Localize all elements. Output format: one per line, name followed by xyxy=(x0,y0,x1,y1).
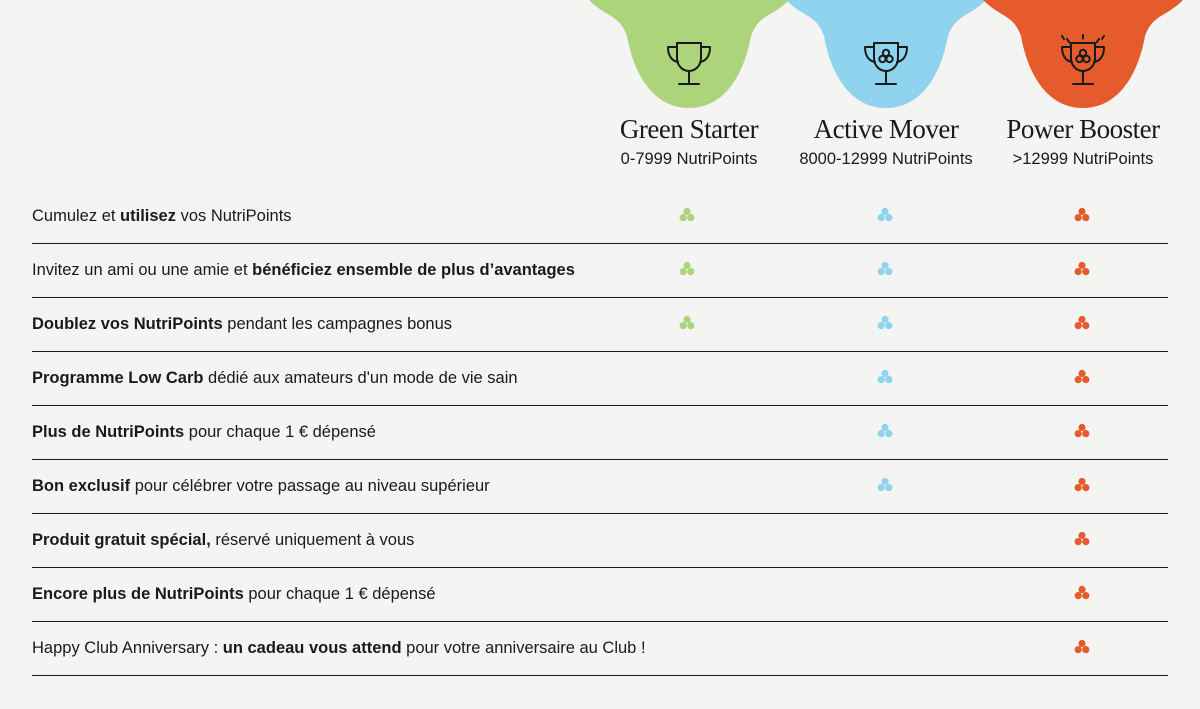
tier-points-range: 8000-12999 NutriPoints xyxy=(799,150,973,168)
benefit-label-text: pour célébrer votre passage au niveau supérieur xyxy=(130,477,490,495)
clover-check-icon xyxy=(1073,422,1091,440)
benefit-label-text: vos NutriPoints xyxy=(175,207,292,225)
benefit-label-text: pour chaque 1 € dépensé xyxy=(184,423,376,441)
clover-check-icon xyxy=(678,206,696,224)
tier-column xyxy=(589,0,789,170)
benefit-label-text: Happy Club Anniversary : xyxy=(32,639,223,657)
benefit-row xyxy=(32,406,1168,460)
benefit-label-bold: Bon exclusif xyxy=(32,477,131,495)
clover-check-icon xyxy=(876,422,894,440)
benefit-label-bold: Plus de NutriPoints xyxy=(32,423,185,441)
tier-badge xyxy=(786,0,986,112)
clover-check-icon xyxy=(1073,314,1091,332)
trophy-icon xyxy=(659,34,719,94)
clover-check-icon xyxy=(1073,638,1091,656)
clover-check-icon xyxy=(678,260,696,278)
benefit-label xyxy=(32,207,292,226)
tier-points-range: 0-7999 NutriPoints xyxy=(620,150,758,168)
benefit-label-bold: Programme Low Carb xyxy=(32,369,204,387)
benefit-row xyxy=(32,514,1168,568)
benefit-row xyxy=(32,244,1168,298)
benefit-label-bold: Produit gratuit spécial, xyxy=(32,531,211,549)
tier-column xyxy=(983,0,1183,170)
clover-check-icon xyxy=(1073,530,1091,548)
benefit-label xyxy=(32,423,376,442)
clover-check-icon xyxy=(876,260,894,278)
clover-check-icon xyxy=(876,476,894,494)
benefit-row xyxy=(32,568,1168,622)
clover-check-icon xyxy=(678,314,696,332)
tier-badge xyxy=(589,0,789,112)
benefit-row xyxy=(32,352,1168,406)
benefit-label-bold: Encore plus de NutriPoints xyxy=(32,585,244,603)
benefit-label-text: pour chaque 1 € dépensé xyxy=(243,585,436,603)
clover-check-icon xyxy=(1073,260,1091,278)
benefit-label-text: dédié aux amateurs d'un mode de vie sain xyxy=(203,369,518,387)
benefit-label-text: réservé uniquement à vous xyxy=(210,531,415,549)
benefit-label-bold: utilisez xyxy=(120,207,176,225)
benefit-row xyxy=(32,190,1168,244)
benefit-label xyxy=(32,477,490,496)
tier-name: Green Starter xyxy=(619,114,759,144)
benefit-label xyxy=(32,639,646,658)
clover-check-icon xyxy=(1073,584,1091,602)
benefit-label xyxy=(32,585,436,604)
tier-name: Power Booster xyxy=(1006,114,1160,144)
benefit-label-bold: bénéficiez ensemble de plus d’avantages xyxy=(252,261,575,279)
benefit-label-text: Cumulez et xyxy=(32,207,121,225)
tier-badge xyxy=(983,0,1183,112)
clover-check-icon xyxy=(876,368,894,386)
clover-check-icon xyxy=(1073,476,1091,494)
benefit-label-text: pour votre anniversaire au Club ! xyxy=(401,639,646,657)
benefit-label-bold: Doublez vos NutriPoints xyxy=(32,315,223,333)
benefit-label-text: pendant les campagnes bonus xyxy=(222,315,453,333)
benefit-row xyxy=(32,298,1168,352)
trophy-clover-sparkle-icon xyxy=(1053,34,1113,94)
tier-column xyxy=(786,0,986,170)
tier-name: Active Mover xyxy=(813,114,959,144)
benefit-label xyxy=(32,531,414,550)
benefit-row xyxy=(32,622,1168,676)
clover-check-icon xyxy=(876,206,894,224)
benefit-label xyxy=(32,261,575,280)
benefit-label xyxy=(32,315,452,334)
tier-points-range: >12999 NutriPoints xyxy=(1012,150,1154,168)
clover-check-icon xyxy=(876,314,894,332)
benefit-row xyxy=(32,460,1168,514)
clover-check-icon xyxy=(1073,368,1091,386)
trophy-clover-icon xyxy=(856,34,916,94)
benefit-label-text: Invitez un ami ou une amie et xyxy=(32,261,253,279)
benefit-label-bold: un cadeau vous attend xyxy=(222,639,402,657)
benefits-table xyxy=(32,190,1168,676)
benefit-label xyxy=(32,369,518,388)
clover-check-icon xyxy=(1073,206,1091,224)
